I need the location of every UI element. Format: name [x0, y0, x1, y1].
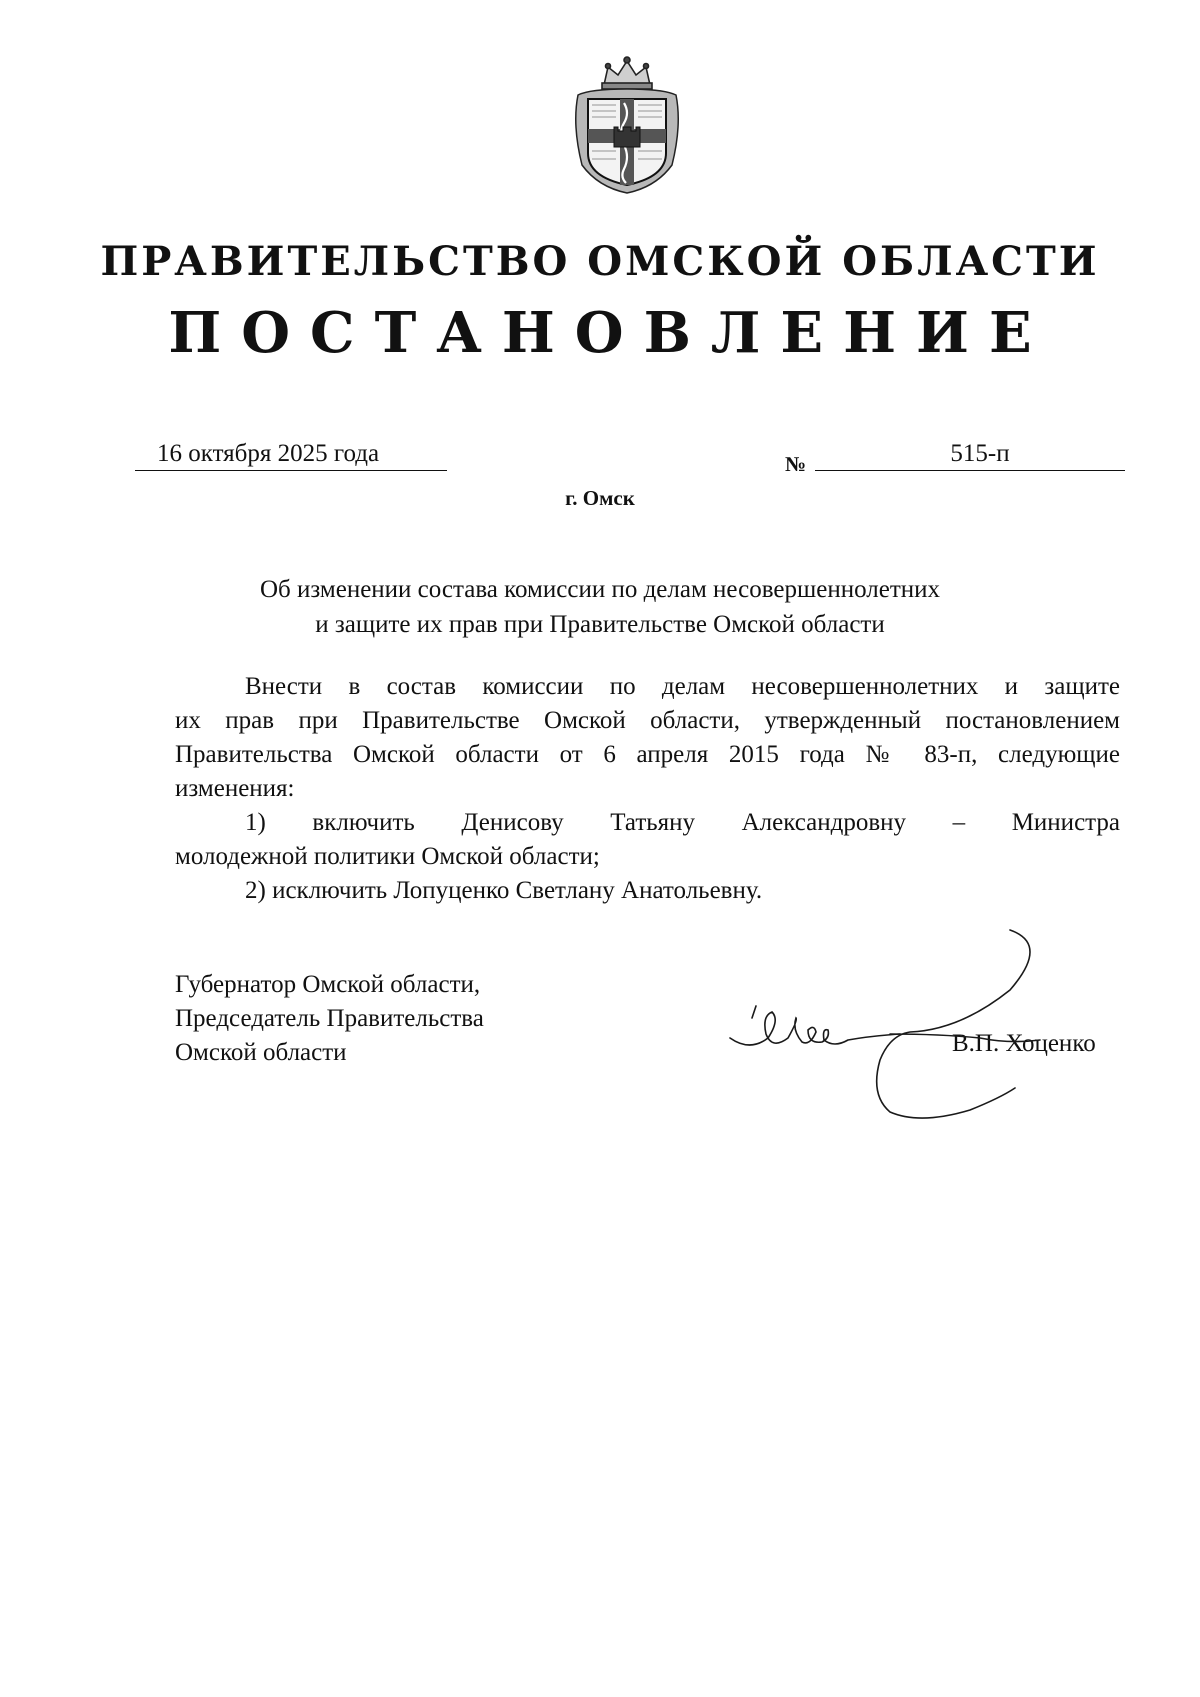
document-date: 16 октября 2025 года	[135, 438, 447, 471]
subject-line-1: Об изменении состава комиссии по делам несовершеннолетних	[259, 576, 941, 603]
document-number: 515-п	[815, 438, 1125, 471]
list-item-2: 2) исключить Лопуценко Светлану Анатольевну.	[245, 877, 763, 904]
body-line: их прав при Правительстве Омской области, утвержденный постановлением	[175, 707, 1120, 734]
list-item-1-continued: молодежной политики Омской области;	[175, 843, 600, 870]
number-label: №	[785, 452, 807, 476]
body-line: изменения:	[175, 775, 295, 802]
list-item-1: 1) включить Денисову Татьяну Александровну – Министра	[245, 809, 1120, 836]
handwritten-signature	[710, 920, 1110, 1130]
document-type-title: ПОСТАНОВЛЕНИЕ	[168, 300, 1052, 366]
city: г. Омск	[565, 486, 635, 510]
omsk-coat-of-arms-icon	[568, 55, 686, 195]
signer-name: В.П. Хоценко	[952, 1030, 1096, 1057]
signer-line-3: Омской области	[175, 1039, 347, 1066]
signer-line-2: Председатель Правительства	[175, 1005, 484, 1032]
document-subject	[0, 572, 1200, 642]
body-line: Правительства Омской области от 6 апреля 2015 года № 83-п, следующие	[175, 741, 1120, 768]
signer-title	[175, 968, 484, 1070]
signer-line-1: Губернатор Омской области,	[175, 971, 481, 998]
document-body	[175, 670, 1120, 908]
subject-line-2: и защите их прав при Правительстве Омской области	[315, 611, 885, 638]
organization-title: ПРАВИТЕЛЬСТВО ОМСКОЙ ОБЛАСТИ	[100, 238, 1100, 285]
body-line: Внести в состав комиссии по делам несовершеннолетних и защите	[245, 673, 1120, 700]
